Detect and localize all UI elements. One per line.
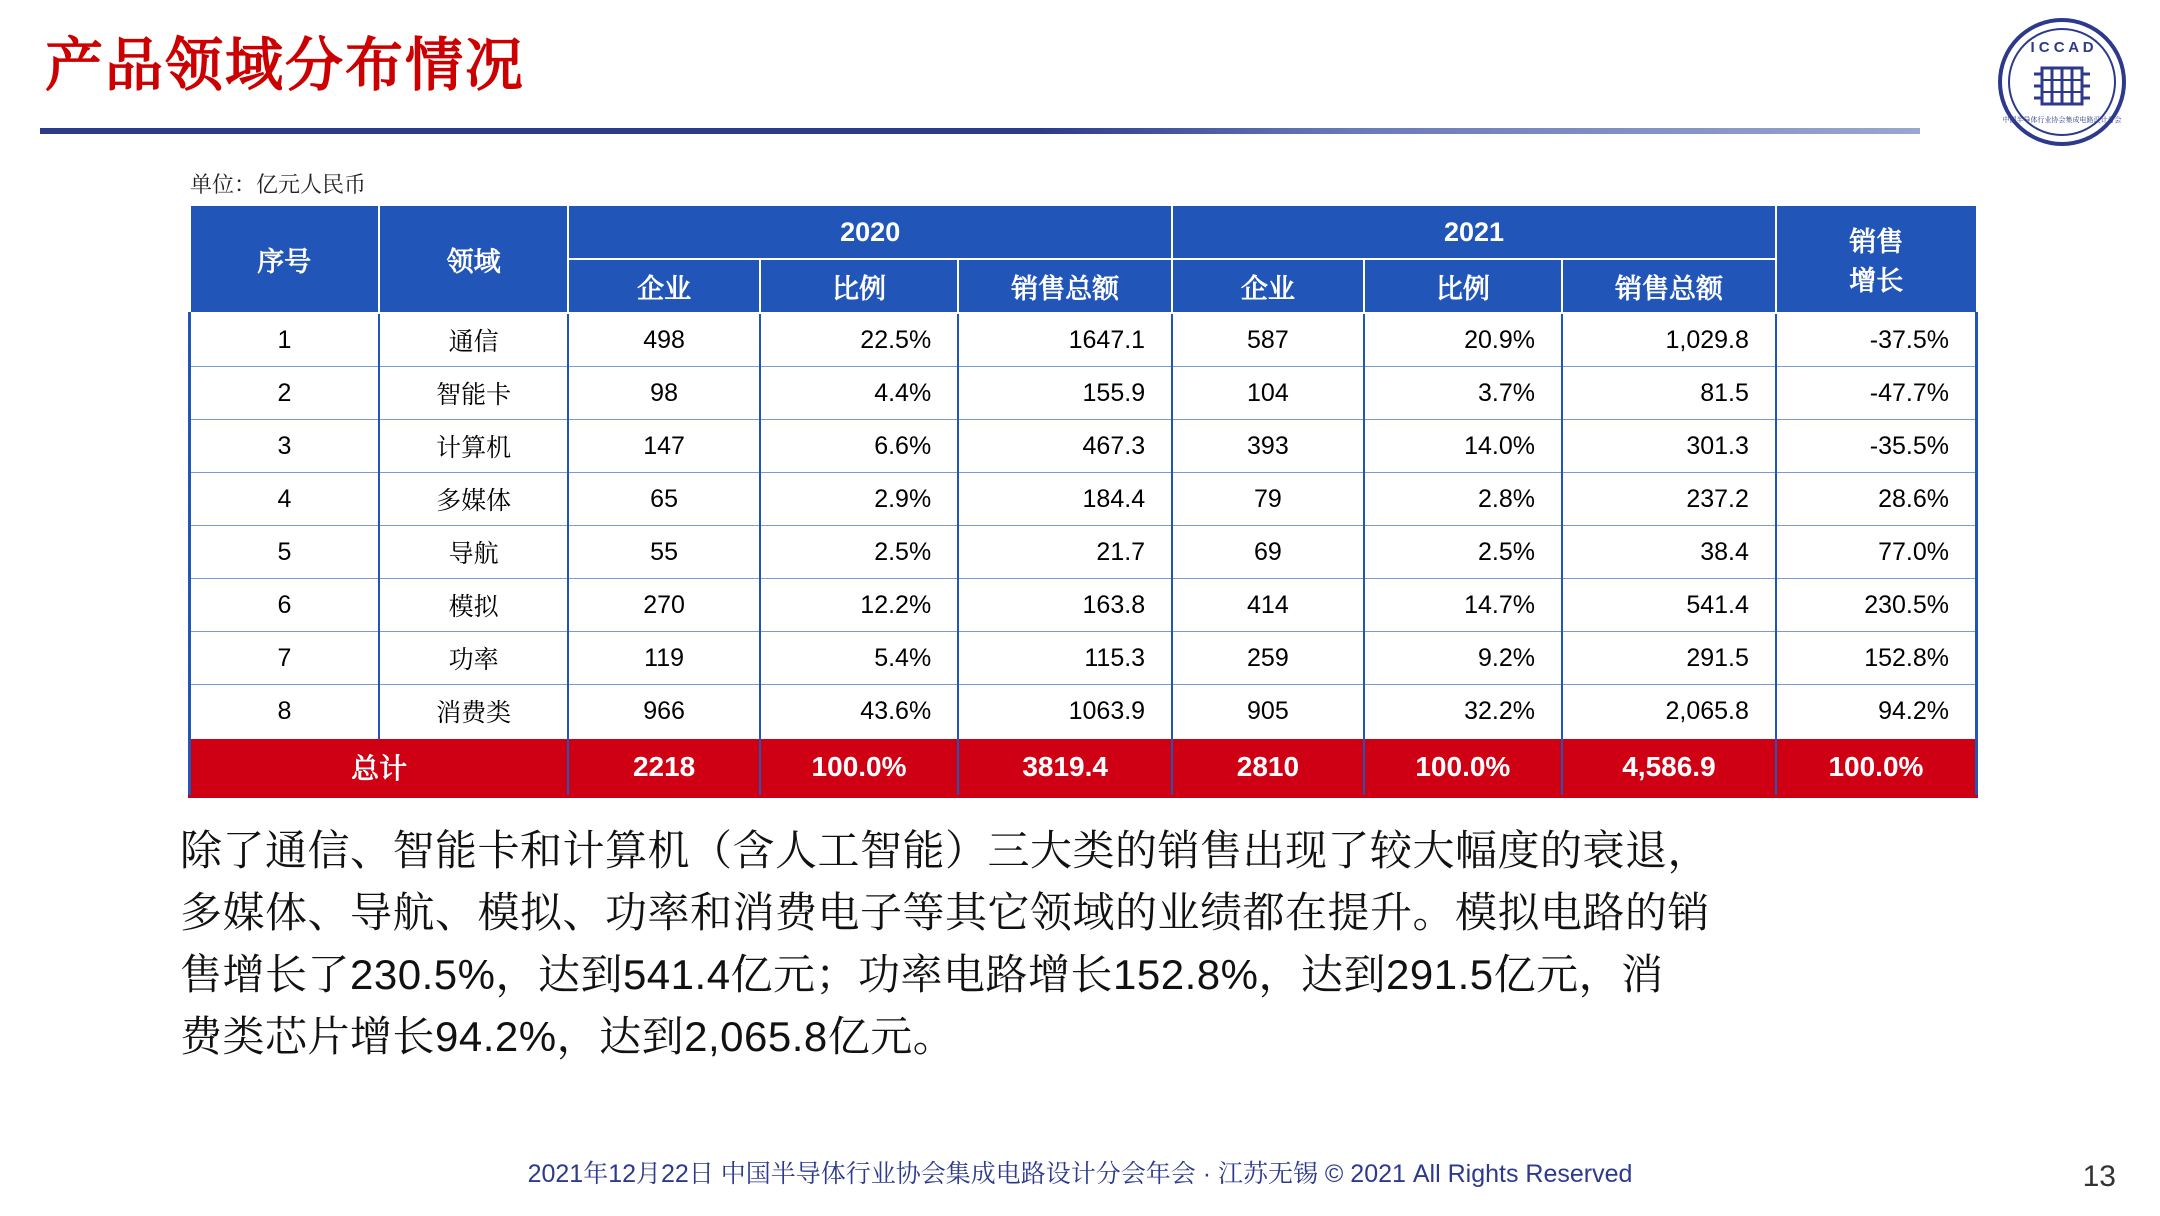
- iccad-logo: [1996, 16, 2128, 148]
- table-row: [190, 473, 1977, 526]
- cell-total-2021-sales: 4,586.9: [1562, 738, 1776, 797]
- cell-field: 消费类: [379, 685, 568, 739]
- cell-2021-companies: 393: [1172, 420, 1364, 473]
- cell-2020-companies: 98: [568, 367, 760, 420]
- cell-2021-ratio: 2.5%: [1364, 526, 1562, 579]
- cell-2021-companies: 905: [1172, 685, 1364, 739]
- header-2020-sales: 销售总额: [958, 259, 1172, 313]
- cell-2021-companies: 104: [1172, 367, 1364, 420]
- cell-2020-sales: 467.3: [958, 420, 1172, 473]
- cell-growth: -47.7%: [1776, 367, 1977, 420]
- cell-2020-sales: 155.9: [958, 367, 1172, 420]
- logo-subtext: 中国半导体行业协会集成电路设计分会: [2002, 117, 2122, 124]
- table-row: [190, 685, 1977, 739]
- cell-no: 5: [190, 526, 379, 579]
- cell-2020-companies: 966: [568, 685, 760, 739]
- table-row: [190, 632, 1977, 685]
- cell-field: 计算机: [379, 420, 568, 473]
- cell-2020-sales: 115.3: [958, 632, 1172, 685]
- summary-paragraph: [180, 820, 1980, 1069]
- cell-growth: 28.6%: [1776, 473, 1977, 526]
- cell-2021-companies: 69: [1172, 526, 1364, 579]
- title-divider: [40, 128, 1920, 134]
- header-2020-ratio: 比例: [760, 259, 958, 313]
- cell-2021-ratio: 3.7%: [1364, 367, 1562, 420]
- cell-growth: -37.5%: [1776, 313, 1977, 367]
- cell-no: 8: [190, 685, 379, 739]
- summary-line-1: 除了通信、智能卡和计算机（含人工智能）三大类的销售出现了较大幅度的衰退，: [180, 827, 1711, 874]
- cell-no: 2: [190, 367, 379, 420]
- cell-2020-ratio: 5.4%: [760, 632, 958, 685]
- cell-field: 功率: [379, 632, 568, 685]
- cell-total-growth: 100.0%: [1776, 738, 1977, 797]
- cell-total-2021-companies: 2810: [1172, 738, 1364, 797]
- cell-2020-ratio: 2.9%: [760, 473, 958, 526]
- cell-2021-ratio: 32.2%: [1364, 685, 1562, 739]
- cell-no: 3: [190, 420, 379, 473]
- cell-total-2021-ratio: 100.0%: [1364, 738, 1562, 797]
- header-index: 序号: [190, 205, 379, 313]
- cell-field: 模拟: [379, 579, 568, 632]
- header-2020-companies: 企业: [568, 259, 760, 313]
- cell-2021-sales: 291.5: [1562, 632, 1776, 685]
- cell-growth: 77.0%: [1776, 526, 1977, 579]
- cell-2020-companies: 55: [568, 526, 760, 579]
- table-total-row: [190, 738, 1977, 797]
- table-row: [190, 579, 1977, 632]
- cell-2020-ratio: 12.2%: [760, 579, 958, 632]
- table-row: [190, 313, 1977, 367]
- cell-no: 6: [190, 579, 379, 632]
- logo-icon: [1996, 16, 2128, 148]
- cell-2021-sales: 38.4: [1562, 526, 1776, 579]
- cell-2020-ratio: 22.5%: [760, 313, 958, 367]
- cell-2020-ratio: 6.6%: [760, 420, 958, 473]
- cell-2021-sales: 237.2: [1562, 473, 1776, 526]
- page-title: 产品领域分布情况: [45, 33, 526, 98]
- cell-2021-companies: 587: [1172, 313, 1364, 367]
- cell-2020-ratio: 4.4%: [760, 367, 958, 420]
- cell-growth: 152.8%: [1776, 632, 1977, 685]
- cell-2020-sales: 1063.9: [958, 685, 1172, 739]
- cell-2021-sales: 301.3: [1562, 420, 1776, 473]
- cell-no: 4: [190, 473, 379, 526]
- cell-2020-sales: 184.4: [958, 473, 1172, 526]
- cell-2021-ratio: 14.0%: [1364, 420, 1562, 473]
- cell-total-label: 总计: [190, 738, 569, 797]
- summary-line-4: 费类芯片增长94.2%，达到2,065.8亿元。: [180, 1013, 956, 1061]
- table-header-group-row: [190, 205, 1977, 259]
- cell-2021-ratio: 2.8%: [1364, 473, 1562, 526]
- table-row: [190, 367, 1977, 420]
- unit-note: 单位：亿元人民币: [190, 172, 367, 197]
- cell-2020-companies: 498: [568, 313, 760, 367]
- cell-2020-ratio: 43.6%: [760, 685, 958, 739]
- summary-line-2: 多媒体、导航、模拟、功率和消费电子等其它领域的业绩都在提升。模拟电路的销: [180, 889, 1711, 937]
- cell-2021-companies: 414: [1172, 579, 1364, 632]
- cell-2020-companies: 65: [568, 473, 760, 526]
- table-row: [190, 526, 1977, 579]
- cell-2021-ratio: 9.2%: [1364, 632, 1562, 685]
- header-field: 领域: [379, 205, 568, 313]
- page-number: 13: [2082, 1160, 2116, 1193]
- cell-total-2020-ratio: 100.0%: [760, 738, 958, 797]
- cell-no: 7: [190, 632, 379, 685]
- cell-2020-sales: 1647.1: [958, 313, 1172, 367]
- cell-2021-companies: 259: [1172, 632, 1364, 685]
- cell-field: 智能卡: [379, 367, 568, 420]
- header-2021-companies: 企业: [1172, 259, 1364, 313]
- cell-2020-ratio: 2.5%: [760, 526, 958, 579]
- table-row: [190, 420, 1977, 473]
- cell-2021-sales: 541.4: [1562, 579, 1776, 632]
- cell-2020-sales: 21.7: [958, 526, 1172, 579]
- cell-2021-ratio: 20.9%: [1364, 313, 1562, 367]
- cell-2021-ratio: 14.7%: [1364, 579, 1562, 632]
- summary-line-3: 售增长了230.5%，达到541.4亿元；功率电路增长152.8%，达到291.5亿元，消: [180, 951, 1664, 999]
- cell-2020-companies: 147: [568, 420, 760, 473]
- cell-field: 多媒体: [379, 473, 568, 526]
- cell-growth: 94.2%: [1776, 685, 1977, 739]
- cell-total-2020-companies: 2218: [568, 738, 760, 797]
- cell-no: 1: [190, 313, 379, 367]
- cell-field: 通信: [379, 313, 568, 367]
- cell-2020-sales: 163.8: [958, 579, 1172, 632]
- logo-letters: I C C A D: [2030, 39, 2094, 56]
- cell-2020-companies: 270: [568, 579, 760, 632]
- header-sales-growth-line2: 增长: [1849, 266, 1904, 296]
- cell-growth: 230.5%: [1776, 579, 1977, 632]
- header-year-2021: 2021: [1172, 205, 1776, 259]
- cell-2021-sales: 1,029.8: [1562, 313, 1776, 367]
- header-2021-sales: 销售总额: [1562, 259, 1776, 313]
- footer-text: 2021年12月22日 中国半导体行业协会集成电路设计分会年会 · 江苏无锡 © 2021 All Rights Reserved: [527, 1160, 1633, 1188]
- cell-2021-companies: 79: [1172, 473, 1364, 526]
- header-2021-ratio: 比例: [1364, 259, 1562, 313]
- cell-2020-companies: 119: [568, 632, 760, 685]
- cell-growth: -35.5%: [1776, 420, 1977, 473]
- cell-2021-sales: 81.5: [1562, 367, 1776, 420]
- header-year-2020: 2020: [568, 205, 1172, 259]
- cell-2021-sales: 2,065.8: [1562, 685, 1776, 739]
- header-sales-growth: [1776, 205, 1977, 313]
- product-field-table: [188, 204, 1978, 798]
- cell-field: 导航: [379, 526, 568, 579]
- header-sales-growth-line1: 销售: [1849, 227, 1904, 257]
- cell-total-2020-sales: 3819.4: [958, 738, 1172, 797]
